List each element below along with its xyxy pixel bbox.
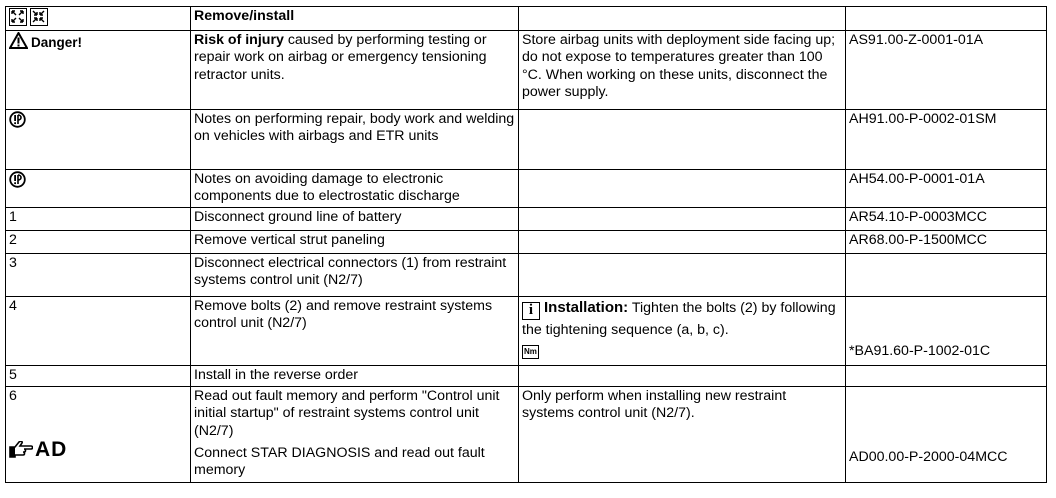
- danger-note: Store airbag units with deployment side facing up; do not expose to temperatures greater than 100 °C. When working on these units, disconnect the power supply.: [519, 30, 846, 109]
- note-empty: [519, 109, 846, 169]
- step-text: Disconnect electrical connectors (1) from restraint systems control unit (N2/7): [191, 253, 519, 296]
- danger-label: Danger!: [31, 34, 83, 50]
- step-row: [6, 365, 1047, 386]
- torque-nm-icon: Nm: [522, 345, 539, 359]
- danger-ref[interactable]: AS91.00-Z-0001-01A: [846, 30, 1047, 109]
- note-row: [6, 169, 1047, 207]
- note-icon-cell: [6, 169, 191, 207]
- step-text: Read out fault memory and perform "Control unit initial startup" of restraint systems control unit (N2/7): [194, 387, 500, 439]
- procedure-table: [5, 6, 1047, 483]
- note-empty: [519, 169, 846, 207]
- note-icon: [9, 171, 26, 188]
- expand-icon[interactable]: [9, 8, 27, 26]
- note-ref[interactable]: AH54.00-P-0001-01A: [846, 169, 1047, 207]
- install-text: Tighten the bolts (2) by following the tightening sequence (a, b, c).: [522, 299, 836, 338]
- risk-text: caused by performing testing or repair work on airbag or emergency tensioning retractor units.: [194, 31, 487, 83]
- install-label: Installation:: [544, 298, 629, 316]
- step-note: [519, 230, 846, 253]
- step-number: 5: [6, 365, 191, 386]
- step-row: [6, 296, 1047, 365]
- note-ref[interactable]: AH91.00-P-0002-01SM: [846, 109, 1047, 169]
- step-note: [519, 365, 846, 386]
- note-icon-cell: [6, 109, 191, 169]
- step-note: [519, 207, 846, 230]
- step-text: Remove vertical strut paneling: [191, 230, 519, 253]
- ad-text: Connect STAR DIAGNOSIS and read out fault memory: [194, 444, 485, 478]
- header-icons-cell: [6, 7, 191, 31]
- step-ref[interactable]: [846, 253, 1047, 296]
- step-text: Disconnect ground line of battery: [191, 207, 519, 230]
- note-text: Notes on avoiding damage to electronic components due to electrostatic discharge: [191, 169, 519, 207]
- info-icon: i: [522, 302, 540, 320]
- step-number: 4: [6, 296, 191, 365]
- step-row: [6, 253, 1047, 296]
- danger-cell: [6, 30, 191, 109]
- step-row: [6, 386, 1047, 482]
- header-empty: [519, 7, 846, 31]
- danger-row: [6, 30, 1047, 109]
- step-number: 6: [9, 387, 17, 404]
- step-text-cell: [191, 386, 519, 482]
- step-note: Only perform when installing new restraint systems control unit (N2/7).: [519, 386, 846, 482]
- step-number: 1: [6, 207, 191, 230]
- step-text: Remove bolts (2) and remove restraint systems control unit (N2/7): [191, 296, 519, 365]
- step-ref[interactable]: AR68.00-P-1500MCC: [846, 230, 1047, 253]
- step-number-cell: [6, 386, 191, 482]
- step-text: Install in the reverse order: [191, 365, 519, 386]
- warning-triangle-icon: [9, 32, 28, 49]
- step-note: [519, 253, 846, 296]
- step-number: 3: [6, 253, 191, 296]
- step-ref[interactable]: AR54.10-P-0003MCC: [846, 207, 1047, 230]
- step-row: [6, 230, 1047, 253]
- risk-title: Risk of injury: [194, 31, 284, 48]
- step-ref[interactable]: *BA91.60-P-1002-01C: [846, 296, 1047, 365]
- note-row: [6, 109, 1047, 169]
- danger-risk-cell: [191, 30, 519, 109]
- collapse-icon[interactable]: [30, 8, 48, 26]
- step-note-cell: [519, 296, 846, 365]
- header-title: Remove/install: [191, 7, 519, 31]
- header-row: [6, 7, 1047, 31]
- step-ref[interactable]: [846, 365, 1047, 386]
- ad-marker: [9, 437, 68, 461]
- step-number: 2: [6, 230, 191, 253]
- note-text: Notes on performing repair, body work and welding on vehicles with airbags and ETR units: [191, 109, 519, 169]
- note-icon: [9, 111, 26, 128]
- ad-label: AD: [35, 437, 68, 461]
- step-row: [6, 207, 1047, 230]
- step-ref[interactable]: AD00.00-P-2000-04MCC: [846, 386, 1047, 482]
- header-empty: [846, 7, 1047, 31]
- pointing-hand-icon: [9, 441, 33, 459]
